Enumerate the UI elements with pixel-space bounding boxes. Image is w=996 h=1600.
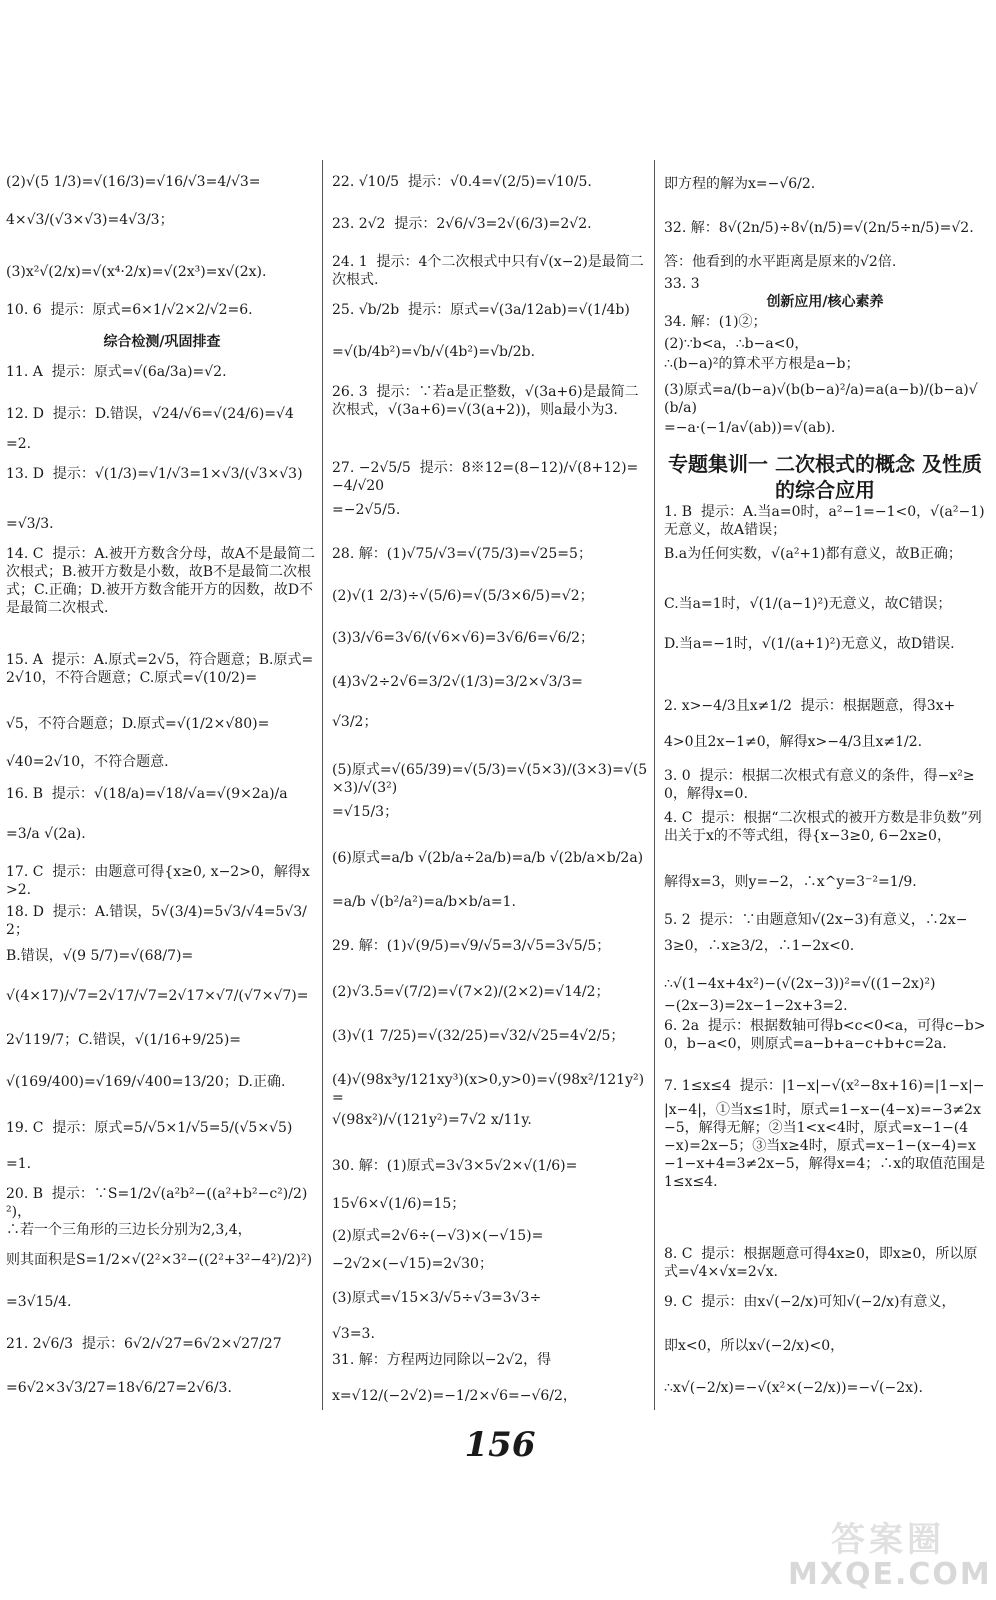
answer-line: (2)原式=2√6÷(−√3)×(−√15)= [332,1228,544,1244]
answer-line: √5，不符合题意；D.原式=√(1/2×√80)= [6,716,270,732]
answer-line: C.当a=1时，√(1/(a−1)²)无意义，故C错误； [664,596,952,612]
answer-item-4: 4. C 提示：根据“二次根式的被开方数是非负数”列出关于x的不等式组，得{x−3≥0, 6−2x≥0， [664,810,982,844]
answer-line: (6)原式=a/b √(2b/a÷2a/b)=a/b √(2b/a×b/2a) [332,850,644,866]
answer-line: √3/2； [332,714,378,730]
watermark-logo [788,1512,992,1592]
section-heading-review: 综合检测/巩固排查 [103,334,221,350]
answer-line: 2√119/7；C.错误，√(1/16+9/25)= [6,1032,242,1048]
answer-line: =1. [6,1156,32,1172]
answer-line: −2√2×(−√15)=2√30； [332,1256,493,1272]
answer-item-33: 33. 3 [664,276,700,292]
page-number: 156 [464,1425,536,1465]
answer-item-22: 22. √10/5 提示：√0.4=√(2/5)=√10/5. [332,174,592,190]
answer-line: 则其面积是S=1/2×√(2²×3²−((2²+3²−4²)/2)²) [6,1252,313,1268]
answer-item-1: 1. B 提示：A.当a=0时，a²−1=−1<0，√(a²−1)无意义，故A错误； [664,504,985,538]
answer-line: =−a·(−1/a√(ab))=√(ab). [664,420,836,436]
column-divider-right [654,160,655,1410]
answer-item-8: 8. C 提示：根据题意可得4x≥0，即x≥0，所以原式=√4×√x=2√x. [664,1246,978,1280]
answer-line: (3)√(1 7/25)=√(32/25)=√32/√25=4√2/5； [332,1028,625,1044]
answer-item-11: 11. A 提示：原式=√(6a/3a)=√2. [6,364,227,380]
answer-item-12: 12. D 提示：D.错误，√24/√6=√(24/6)=√4 [6,406,294,422]
answer-item-5: 5. 2 提示：∵由题意知√(2x−3)有意义，∴2x− [664,912,968,928]
answer-line: (2)√(5 1/3)=√(16/3)=√16/√3=4/√3= [6,174,261,190]
answer-item-20: 20. B 提示：∵S=1/2√(a²b²−((a²+b²−c²)/2)²)， [6,1186,308,1220]
answer-line: √(169/400)=√169/√400=13/20；D.正确. [6,1074,286,1090]
answer-line: 4>0且2x−1≠0，解得x>−4/3且x≠1/2. [664,734,923,750]
answer-item-19: 19. C 提示：原式=5/√5×1/√5=5/(√5×√5) [6,1120,293,1136]
answer-item-3: 3. 0 提示：根据二次根式有意义的条件，得−x²≥0，解得x=0. [664,768,975,802]
answer-line: √3=3. [332,1326,375,1342]
answer-item-14: 14. C 提示：A.被开方数含分母，故A不是最简二次根式；B.被开方数是小数，故B不是最简二次根式；C.正确；D.被开方数含能开方的因数，故D不是最简二次根式. [6,546,315,616]
answer-line: x=√12/(−2√2)=−1/2×√6=−√6/2， [332,1388,577,1404]
answer-line: (4)3√2÷2√6=3/2√(1/3)=3/2×√3/3= [332,674,583,690]
answer-item-32: 32. 解：8√(2n/5)÷8√(n/5)=√(2n/5÷n/5)=√2. [664,220,974,236]
answer-item-17: 17. C 提示：由题意可得{x≥0, x−2>0，解得x>2. [6,864,310,898]
answer-line: ∴x√(−2/x)=−√(x²×(−2/x))=−√(−2x). [664,1380,923,1396]
answer-item-24: 24. 1 提示：4个二次根式中只有√(x−2)是最简二次根式. [332,254,644,288]
answer-item-10: 10. 6 提示：原式=6×1/√2×2/√2=6. [6,302,253,318]
answer-item-9: 9. C 提示：由x√(−2/x)可知√(−2/x)有意义， [664,1294,956,1310]
answer-item-2: 2. x>−4/3且x≠1/2 提示：根据题意，得3x+ [664,698,956,714]
answer-line: =6√2×3√3/27=18√6/27=2√6/3. [6,1380,232,1396]
column-divider-left [322,160,323,1410]
watermark-url: MXQE.COM [788,1557,992,1592]
answer-line: =−2√5/5. [332,502,401,518]
answer-item-7: 7. 1≤x≤4 提示：|1−x|−√(x²−8x+16)=|1−x|− [664,1078,985,1094]
answer-line: (3)原式=√15×3/√5÷√3=3√3÷ [332,1290,542,1306]
answer-line: √(98x²)/√(121y²)=7√2 x/11y. [332,1112,532,1128]
answer-line: B.错误，√(9 5/7)=√(68/7)= [6,948,194,964]
answer-line: (2)√(1 2/3)÷√(5/6)=√(5/3×6/5)=√2； [332,588,594,604]
answer-line: √40=2√10，不符合题意. [6,754,169,770]
answer-item-27: 27. −2√5/5 提示：8※12=(8−12)/√(8+12)=−4/√20 [332,460,639,494]
answer-line: ∴若一个三角形的三边长分别为2,3,4， [6,1222,252,1238]
answer-item-21: 21. 2√6/3 提示：6√2/√27=6√2×√27/27 [6,1336,282,1352]
answer-line: =√(b/4b²)=√b/√(4b²)=√b/2b. [332,344,536,360]
answer-item-31: 31. 解：方程两边同除以−2√2，得 [332,1352,552,1368]
answer-line: (3)3/√6=3√6/(√6×√6)=3√6/6=√6/2； [332,630,595,646]
answer-item-13: 13. D 提示：√(1/3)=√1/√3=1×√3/(√3×√3) [6,466,303,482]
answer-line: ∴√(1−4x+4x²)−(√(2x−3))²=√((1−2x)²) [664,976,936,992]
answer-item-28: 28. 解：(1)√75/√3=√(75/3)=√25=5； [332,546,592,562]
answer-line: (5)原式=√(65/39)=√(5/3)=√(5×3)/(3×3)=√(5×3)/√(3²) [332,762,648,796]
answer-line: 即x<0，所以x√(−2/x)<0， [664,1338,845,1354]
answer-line: 15√6×√(1/6)=15； [332,1196,466,1212]
answer-item-25: 25. √b/2b 提示：原式=√(3a/12ab)=√(1/4b) [332,302,630,318]
watermark-logo-text: 答案圈 [831,1520,945,1560]
answer-line: =a/b √(b²/a²)=a/b×b/a=1. [332,894,516,910]
answer-line: 解得x=3，则y=−2，∴x^y=3⁻²=1/9. [664,874,917,890]
answer-line: (3)x²√(2/x)=√(x⁴·2/x)=√(2x³)=x√(2x). [6,264,267,280]
answer-line: √(4×17)/√7=2√17/√7=2√17×√7/(√7×√7)= [6,988,309,1004]
answer-line: =2. [6,436,32,452]
answer-item-16: 16. B 提示：√(18/a)=√18/√a=√(9×2a)/a [6,786,288,802]
answer-line: ∴(b−a)²的算术平方根是a−b； [664,356,860,372]
answer-line: (4)√(98x³y/121xy³)(x>0,y>0)=√(98x²/121y²)= [332,1072,645,1106]
answer-line: 4×√3/(√3×√3)=4√3/3； [6,212,174,228]
answer-line: D.当a=−1时，√(1/(a+1)²)无意义，故D错误. [664,636,955,652]
answer-item-29: 29. 解：(1)√(9/5)=√9/√5=3/√5=3√5/5； [332,938,611,954]
answer-item-6: 6. 2a 提示：根据数轴可得b<c<0<a，可得c−b>0，b−a<0，则原式=a−b+a−c+b+c=2a. [664,1018,986,1052]
answer-item-18: 18. D 提示：A.错误，5√(3/4)=5√3/√4=5√3/2； [6,904,307,938]
answer-line: −(2x−3)=2x−1−2x+3=2. [664,998,848,1014]
special-topic-title: 专题集训一 二次根式的概念 及性质的综合应用 [668,452,982,502]
answer-line: |x−4|，①当x≤1时，原式=1−x−(4−x)=−3≠2x−5，解得无解；②当1<x<4时，原式=x−1−(4−x)=2x−5；③当x≥4时，原式=x−1−(x−4)=x−1−x+4=3≠2x−5，解得x=4；∴x的取值范围是1≤x≤4. [664,1102,986,1190]
answer-line: =3/a √(2a). [6,826,86,842]
answer-item-26: 26. 3 提示：∵若a是正整数，√(3a+6)是最简二次根式，√(3a+6)=√(3(a+2))，则a最小为3. [332,384,639,418]
answer-line: 答：他看到的水平距离是原来的√2倍. [664,254,897,270]
answer-item-15: 15. A 提示：A.原式=2√5，符合题意；B.原式=2√10，不符合题意；C.原式=√(10/2)= [6,652,314,686]
answer-item-23: 23. 2√2 提示：2√6/√3=2√(6/3)=2√2. [332,216,592,232]
answer-line: 3≥0，∴x≥3/2，∴1−2x<0. [664,938,855,954]
answer-line: (3)原式=a/(b−a)√(b(b−a)²/a)=a(a−b)/(b−a)√(b/a) [664,382,978,416]
answer-item-30: 30. 解：(1)原式=3√3×5√2×√(1/6)= [332,1158,578,1174]
answer-line: B.a为任何实数，√(a²+1)都有意义，故B正确； [664,546,962,562]
answer-line: =3√15/4. [6,1294,72,1310]
answer-line: 即方程的解为x=−√6/2. [664,176,816,192]
answer-line: (2)∵b<a，∴b−a<0， [664,336,809,352]
answer-item-34: 34. 解：(1)②； [664,314,767,330]
section-heading-innovation: 创新应用/核心素养 [766,294,884,310]
answer-line: (2)√3.5=√(7/2)=√(7×2)/(2×2)=√14/2； [332,984,610,1000]
answer-line: =√15/3； [332,804,399,820]
answer-line: =√3/3. [6,516,54,532]
